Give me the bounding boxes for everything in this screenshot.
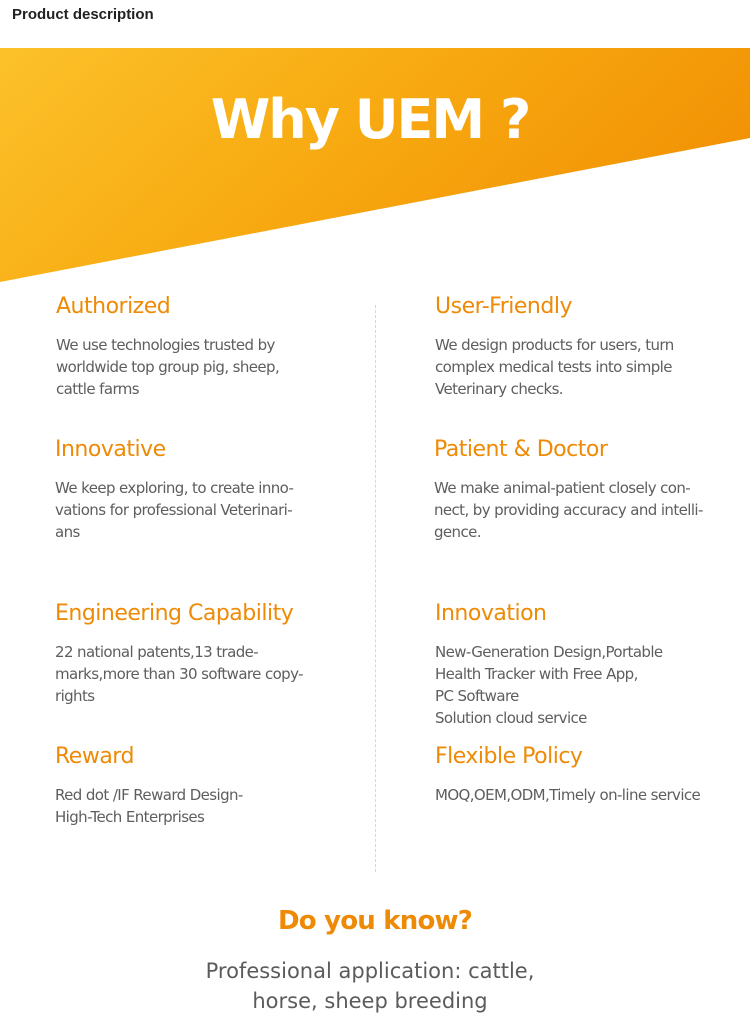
do-you-know-text: Professional application: cattle, horse, sheep breeding xyxy=(205,959,535,1013)
feature-text: We make animal-patient closely con- nect, by providing accuracy and intelli- gence. xyxy=(434,479,703,541)
feature-authorized xyxy=(56,292,356,400)
feature-innovation xyxy=(435,599,735,729)
feature-text: Red dot /IF Reward Design- High-Tech Enterprises xyxy=(55,786,243,826)
feature-title: Patient & Doctor xyxy=(434,437,608,462)
feature-title: Engineering Capability xyxy=(55,601,294,626)
feature-text: We keep exploring, to create inno- vations for professional Veterinari- ans xyxy=(55,479,294,541)
banner-background xyxy=(0,48,750,284)
feature-text: We design products for users, turn complex medical tests into simple Veterinary checks. xyxy=(435,336,674,398)
feature-flexible-policy xyxy=(435,742,745,806)
feature-title: Authorized xyxy=(56,294,171,319)
feature-title: Innovation xyxy=(435,601,547,626)
feature-title: Reward xyxy=(55,744,134,769)
do-you-know-title: Do you know? xyxy=(277,906,473,936)
feature-engineering-capability xyxy=(55,599,375,707)
feature-text: We use technologies trusted by worldwide top group pig, sheep, cattle farms xyxy=(56,336,280,398)
feature-title: Innovative xyxy=(55,437,166,462)
feature-user-friendly xyxy=(435,292,735,400)
feature-reward xyxy=(55,742,355,828)
feature-title: User-Friendly xyxy=(435,294,572,319)
feature-patient-doctor xyxy=(434,435,744,543)
why-uem-banner xyxy=(0,48,750,284)
banner-title: Why UEM ? xyxy=(210,88,530,151)
feature-title: Flexible Policy xyxy=(435,744,583,769)
feature-innovative xyxy=(55,435,355,543)
feature-text: MOQ,OEM,ODM,Timely on-line service xyxy=(435,786,701,804)
feature-text: New-Generation Design,Portable Health Tracker with Free App, PC Software Solution cloud service xyxy=(435,643,663,727)
feature-text: 22 national patents,13 trade- marks,more than 30 software copy- rights xyxy=(55,643,303,705)
column-divider xyxy=(375,305,376,872)
section-header xyxy=(0,0,750,30)
section-title: Product description xyxy=(12,6,154,23)
